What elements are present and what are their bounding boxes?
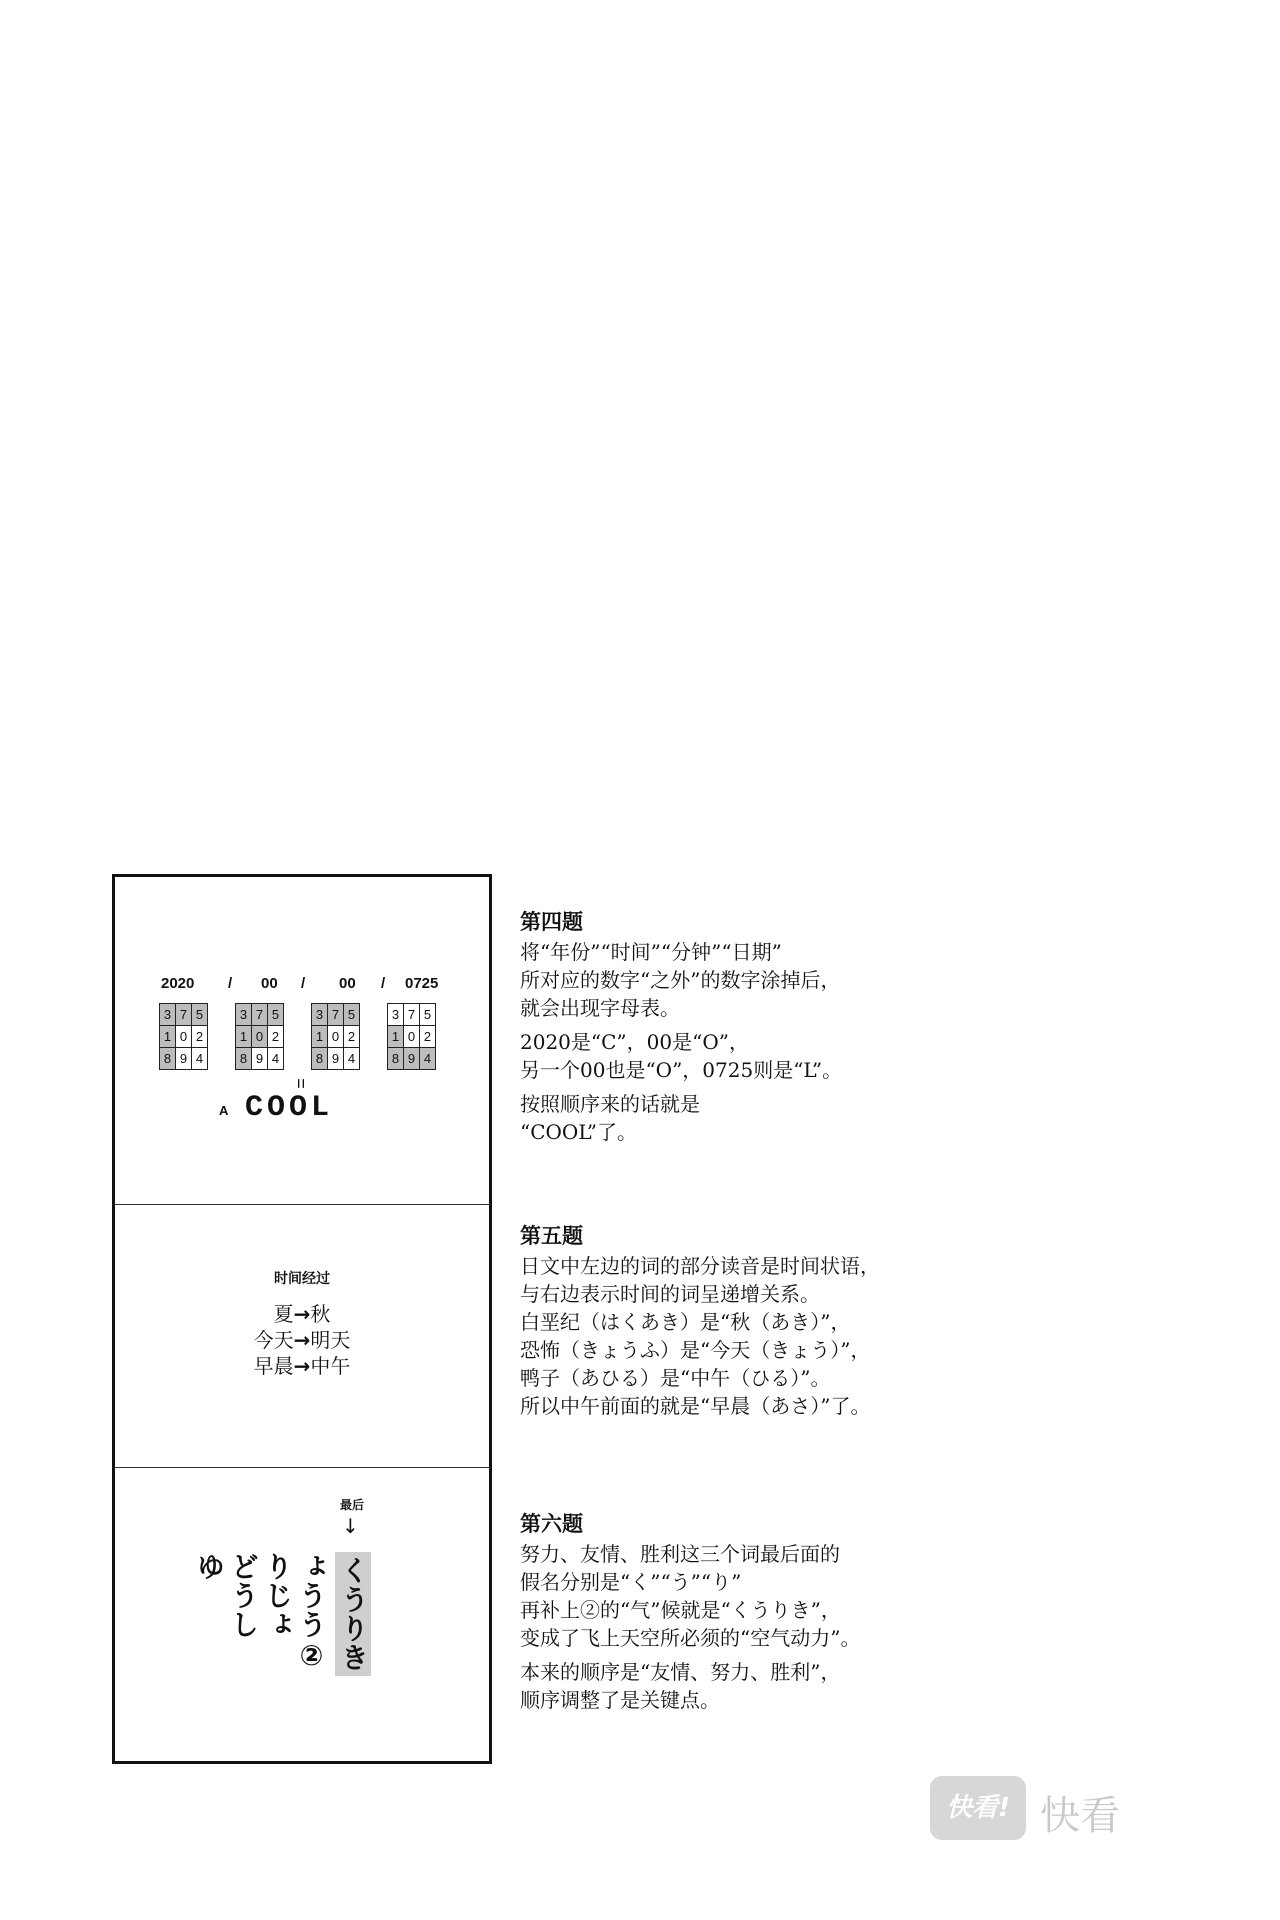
text-line: 2020是“C”，00是“O”， (520, 1030, 749, 1054)
text-line: 本来的顺序是“友情、努力、胜利”， (520, 1660, 841, 1684)
illustration-panel (112, 874, 492, 1764)
text-line: 所对应的数字“之外”的数字涂掉后， (520, 968, 841, 992)
text-line: 另一个00也是“O”，0725则是“L”。 (520, 1058, 843, 1082)
q6-heading: 第六题 (520, 1511, 583, 1536)
grid-cell: 9 (176, 1048, 192, 1070)
digit-grids (159, 1003, 459, 1071)
kana-column: りじょ (261, 1552, 294, 1639)
time-left: 今天 (253, 1328, 294, 1352)
answer-word: COOL (245, 1091, 334, 1125)
grid-cell: 4 (192, 1048, 208, 1070)
grid-cell: 0 (176, 1026, 192, 1048)
grid-cell: 8 (388, 1048, 404, 1070)
grid-cell: 8 (160, 1048, 176, 1070)
equals-sign: = (290, 1078, 311, 1089)
q5-illustration (115, 1205, 489, 1468)
q4-explanation (520, 908, 842, 1146)
grid-cell: 5 (420, 1004, 436, 1026)
grid-cell: 8 (312, 1048, 328, 1070)
grid-cell: 3 (312, 1004, 328, 1026)
grid-cell: 3 (388, 1004, 404, 1026)
grid-cell: 2 (268, 1026, 284, 1048)
grid-cell: 9 (252, 1048, 268, 1070)
text-line: 恐怖（きょうふ）是“今天（きょう）”， (520, 1338, 871, 1362)
grid-cell: 0 (252, 1026, 268, 1048)
watermark (930, 1776, 1170, 1846)
time-line (115, 1301, 489, 1327)
text-line: 就会出现字母表。 (520, 996, 680, 1020)
grid-cell: 5 (192, 1004, 208, 1026)
date-hour: 00 (261, 975, 278, 992)
time-right: 明天 (310, 1328, 351, 1352)
text-line: 顺序调整了是关键点。 (520, 1688, 720, 1712)
arrow-right-icon: → (293, 1302, 311, 1326)
text-line: 再补上②的“气”候就是“くうりき”， (520, 1598, 841, 1622)
kana-column: どうし (227, 1552, 260, 1639)
grid-cell: 2 (344, 1026, 360, 1048)
digit-grid (235, 1003, 284, 1070)
digit-grid (387, 1003, 436, 1070)
q4-heading: 第四题 (520, 909, 583, 934)
grid-cell: 4 (420, 1048, 436, 1070)
text-line: “COOL”了。 (520, 1120, 638, 1144)
kuaikan-logo: 快看! (930, 1776, 1026, 1840)
grid-cell: 2 (420, 1026, 436, 1048)
time-line (115, 1327, 489, 1353)
text-line: 鸭子（あひる）是“中午（ひる）”。 (520, 1366, 831, 1390)
time-right: 中午 (310, 1354, 351, 1378)
time-left: 夏 (273, 1302, 294, 1326)
grid-cell: 1 (388, 1026, 404, 1048)
q6-illustration (115, 1468, 489, 1761)
kana-column-highlighted: くうりき (335, 1552, 371, 1676)
grid-cell: 1 (160, 1026, 176, 1048)
grid-cell: 8 (236, 1048, 252, 1070)
text-line: 白垩纪（はくあき）是“秋（あき）”， (520, 1310, 851, 1334)
time-line (115, 1353, 489, 1379)
time-right: 秋 (310, 1302, 331, 1326)
grid-cell: 0 (328, 1026, 344, 1048)
grid-cell: 2 (192, 1026, 208, 1048)
last-label: 最后 (340, 1498, 365, 1512)
grid-cell: 5 (344, 1004, 360, 1026)
text-line: 所以中午前面的就是“早晨（あさ）”了。 (520, 1394, 871, 1418)
q4-illustration (115, 877, 489, 1205)
grid-cell: 9 (328, 1048, 344, 1070)
grid-cell: 3 (236, 1004, 252, 1026)
text-line: 日文中左边的词的部分读音是时间状语， (520, 1254, 880, 1278)
date-sep: / (301, 975, 306, 992)
date-sep: / (228, 975, 233, 992)
grid-cell: 0 (404, 1026, 420, 1048)
answer-prefix: A (219, 1103, 229, 1118)
text-line: 努力、友情、胜利这三个词最后面的 (520, 1542, 840, 1566)
kana-column: ょうう② (295, 1552, 328, 1673)
text-line: 将“年份”“时间”“分钟”“日期” (520, 940, 782, 964)
text-line: 变成了飞上天空所必须的“空气动力”。 (520, 1626, 861, 1650)
arrow-right-icon: → (293, 1354, 311, 1378)
time-passing-title: 时间经过 (274, 1271, 330, 1287)
date-year: 2020 (161, 975, 195, 992)
time-lines (115, 1301, 489, 1379)
text-line: 与右边表示时间的词呈递增关系。 (520, 1282, 820, 1306)
grid-cell: 4 (344, 1048, 360, 1070)
arrow-right-icon: → (293, 1328, 311, 1352)
grid-cell: 1 (236, 1026, 252, 1048)
grid-cell: 7 (252, 1004, 268, 1026)
arrow-down-icon: ↓ (342, 1514, 359, 1538)
digit-grid (159, 1003, 208, 1070)
digit-grid (311, 1003, 360, 1070)
date-day: 0725 (405, 975, 439, 992)
grid-cell: 7 (328, 1004, 344, 1026)
grid-cell: 4 (268, 1048, 284, 1070)
text-line: 按照顺序来的话就是 (520, 1092, 700, 1116)
kana-column: ゆ (193, 1552, 226, 1581)
grid-cell: 5 (268, 1004, 284, 1026)
date-sep: / (381, 975, 386, 992)
watermark-text: 快看 (1040, 1793, 1120, 1839)
grid-cell: 7 (404, 1004, 420, 1026)
date-minute: 00 (339, 975, 356, 992)
grid-cell: 9 (404, 1048, 420, 1070)
grid-cell: 3 (160, 1004, 176, 1026)
text-line: 假名分别是“く”“う”“り” (520, 1570, 742, 1594)
q5-explanation (520, 1222, 880, 1420)
q6-explanation (520, 1510, 860, 1714)
time-left: 早晨 (253, 1354, 294, 1378)
grid-cell: 7 (176, 1004, 192, 1026)
grid-cell: 1 (312, 1026, 328, 1048)
q5-heading: 第五题 (520, 1223, 583, 1248)
